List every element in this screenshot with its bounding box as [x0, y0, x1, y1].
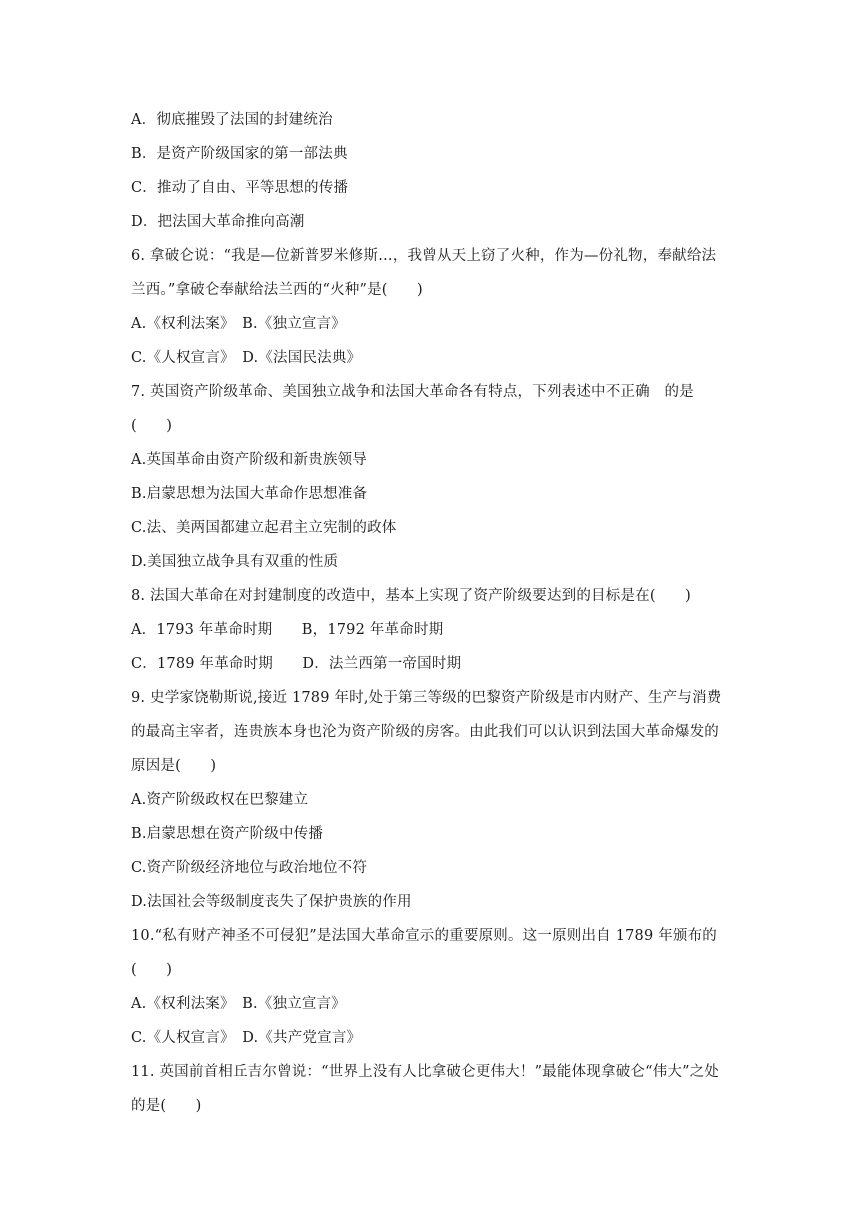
question-8: 8. 法国大革命在对封建制度的改造中，基本上实现了资产阶级要达到的目标是在( ): [131, 588, 691, 604]
question-9-line-1: 9. 史学家饶勒斯说,接近 1789 年时,处于第三等级的巴黎资产阶级是市内财产、生产与消费: [131, 690, 722, 706]
question-9-line-3: 原因是( ): [131, 758, 217, 774]
option-9c: C.资产阶级经济地位与政治地位不符: [131, 860, 368, 876]
question-11-line-2: 的是( ): [131, 1098, 202, 1114]
option-9b: B.启蒙思想在资产阶级中传播: [131, 826, 324, 842]
options-10-cd: C.《人权宣言》 D.《共产党宣言》: [131, 1030, 362, 1046]
option-7b: B.启蒙思想为法国大革命作思想准备: [131, 486, 368, 502]
options-10-ab: A.《权利法案》 B.《独立宣言》: [131, 996, 346, 1012]
options-6-cd: C.《人权宣言》 D.《法国民法典》: [131, 350, 362, 366]
question-11-line-1: 11. 英国前首相丘吉尔曾说：“世界上没有人比拿破仑更伟大！”最能体现拿破仑“伟大”之处: [131, 1064, 720, 1080]
question-10-line-1: 10.“私有财产神圣不可侵犯”是法国大革命宣示的重要原则。这一原则出自 1789 年颁布的: [131, 928, 718, 944]
options-6-ab: A.《权利法案》 B.《独立宣言》: [131, 316, 346, 332]
option-9a: A.资产阶级政权在巴黎建立: [131, 792, 309, 808]
option-9d: D.法国社会等级制度丧失了保护贵族的作用: [131, 894, 412, 910]
question-6-line-2: 兰西。”拿破仑奉献给法兰西的“火种”是( ): [131, 282, 423, 298]
option-7a: A.英国革命由资产阶级和新贵族领导: [131, 452, 367, 468]
options-8-cd: C．1789 年革命时期 D．法兰西第一帝国时期: [131, 656, 462, 672]
option-5b: B．是资产阶级国家的第一部法典: [131, 146, 348, 162]
question-9-line-2: 的最高主宰者，连贵族本身也沦为资产阶级的房客。由此我们可以认识到法国大革命爆发的: [131, 724, 719, 740]
question-6-line-1: 6. 拿破仑说：“我是—位新普罗米修斯…，我曾从天上窃了火种，作为—份礼物，奉献给法: [131, 248, 717, 264]
question-7-line-2: ( ): [131, 418, 173, 434]
option-7d: D.美国独立战争具有双重的性质: [131, 554, 339, 570]
option-5d: D．把法国大革命推向高潮: [131, 214, 305, 230]
option-5a: A．彻底摧毁了法国的封建统治: [131, 112, 333, 128]
question-7-line-1: 7. 英国资产阶级革命、美国独立战争和法国大革命各有特点，下列表述中不正确 的是: [131, 384, 694, 400]
options-8-ab: A．1793 年革命时期 B，1792 年革命时期: [131, 622, 444, 638]
option-7c: C.法、美两国都建立起君主立宪制的政体: [131, 520, 397, 536]
option-5c: C．推动了自由、平等思想的传播: [131, 180, 349, 196]
question-10-line-2: ( ): [131, 962, 173, 978]
